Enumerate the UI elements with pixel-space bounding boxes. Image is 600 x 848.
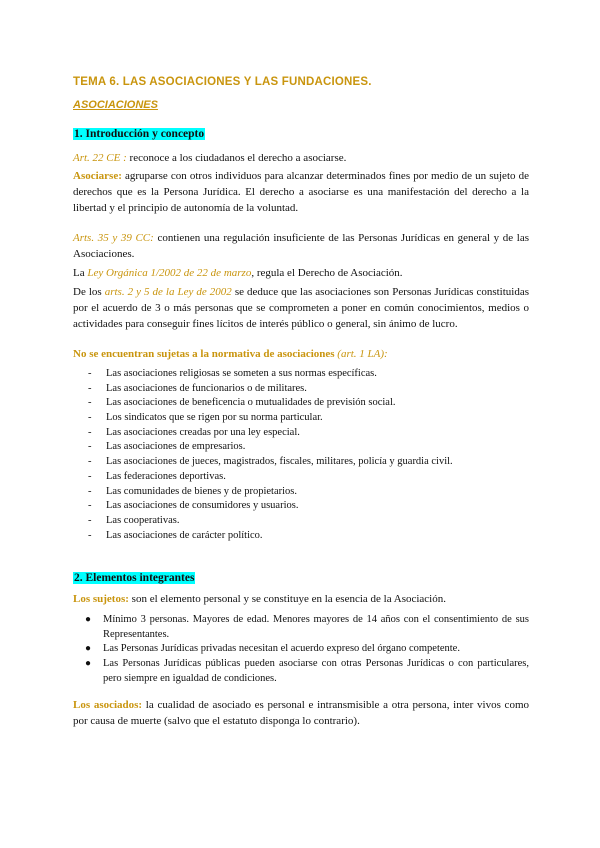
paragraph-arts-ley-text: se deduce que las asociaciones son Personas Jurídicas constituidas por el acuerdo de 3 o más personas que se comprometen a poner en común conocimientos, medios o actividades para conseguir fines lícitos de interés público o general, sin ánimo de lucro.: [73, 286, 529, 330]
dash-marker: -: [88, 485, 92, 497]
paragraph-art22: [73, 150, 529, 166]
dash-marker: -: [88, 412, 92, 424]
dash-marker: -: [88, 441, 92, 453]
ref-art22: Art. 22 CE :: [73, 152, 127, 164]
exclusion-ref: (art. 1 LA):: [334, 348, 388, 360]
term-asociarse: Asociarse:: [73, 170, 122, 182]
exclusion-list: [88, 367, 453, 543]
list-item: - Los sindicatos que se rigen por su norma particular.: [88, 411, 453, 426]
ref-arts-ley: arts. 2 y 5 de la Ley de 2002: [104, 286, 232, 298]
list-item: - Las asociaciones de beneficencia o mutualidades de previsión social.: [88, 396, 453, 411]
paragraph-arts-ley: [73, 284, 529, 332]
paragraph-ley-organica: [73, 265, 529, 281]
list-item: - Las comunidades de bienes y de propietarios.: [88, 485, 453, 500]
paragraph-art22-text: reconoce a los ciudadanos el derecho a asociarse.: [126, 152, 347, 164]
section-heading-2-text: 2. Elementos integrantes: [74, 572, 195, 584]
sujetos-list: [85, 613, 529, 687]
list-item: - Las asociaciones de jueces, magistrados, fiscales, militares, policía y guardia civil.: [88, 455, 453, 470]
dash-marker: -: [88, 529, 92, 541]
list-item: - Las asociaciones de consumidores y usuarios.: [88, 499, 453, 514]
list-item: - Las asociaciones de empresarios.: [88, 440, 453, 455]
ref-ley-organica: Ley Orgánica 1/2002 de 22 de marzo: [87, 267, 252, 279]
list-item: ● Las Personas Jurídicas públicas pueden asociarse con otras Personas Jurídicas o con particulares, pero siempre en igualdad de condiciones.: [85, 658, 529, 684]
section-heading-1: [73, 124, 205, 142]
dash-marker: -: [88, 426, 92, 438]
exclusion-bold: No se encuentran sujetas a la normativa de asociaciones: [73, 348, 335, 360]
paragraph-sujetos: [73, 591, 529, 607]
paragraph-asociados-text: la cualidad de asociado es personal e intransmisible a otra persona, inter vivos como por causa de muerte (salvo que el estatuto disponga lo contrario).: [73, 699, 529, 727]
exclusion-heading: [73, 346, 529, 362]
dash-marker: -: [88, 382, 92, 394]
bullet-icon: ●: [85, 658, 92, 670]
paragraph-asociarse-text: agruparse con otros individuos para alcanzar determinados fines por medio de un sujeto de derechos que es la Persona Jurídica. El derecho a asociarse es una manifestación del derecho a la libertad y el principio de autonomía de la voluntad.: [73, 170, 529, 214]
dash-marker: -: [88, 500, 92, 512]
section-heading-2: [73, 568, 195, 586]
dash-marker: -: [88, 368, 92, 379]
dash-marker: -: [88, 514, 92, 526]
list-item: - Las asociaciones de carácter político.: [88, 529, 453, 544]
bullet-icon: ●: [85, 614, 92, 625]
list-item: - Las asociaciones creadas por una ley especial.: [88, 426, 453, 441]
paragraph-asociarse: [73, 168, 529, 216]
dash-marker: -: [88, 470, 92, 482]
ref-arts-cc: Arts. 35 y 39 CC:: [73, 232, 154, 244]
paragraph-ley-pre: La: [73, 267, 88, 279]
paragraph-asociados: [73, 697, 529, 729]
paragraph-ley-text: , regula el Derecho de Asociación.: [251, 267, 403, 279]
term-asociados: Los asociados:: [73, 699, 143, 711]
dash-marker: -: [88, 397, 92, 409]
list-item: ● Mínimo 3 personas. Mayores de edad. Menores mayores de 14 años con el consentimiento de sus Representantes.: [85, 614, 529, 640]
page-subtitle: ASOCIACIONES: [73, 99, 158, 111]
list-item: - Las asociaciones de funcionarios o de militares.: [88, 382, 453, 397]
dash-marker: -: [88, 456, 92, 468]
list-item: - Las cooperativas.: [88, 514, 453, 529]
list-item: - Las federaciones deportivas.: [88, 470, 453, 485]
paragraph-arts-cc-text: contienen una regulación insuficiente de las Personas Jurídicas en general y de las Asociaciones.: [73, 232, 529, 260]
term-sujetos: Los sujetos:: [73, 593, 129, 605]
paragraph-arts-ley-pre: De los: [73, 286, 105, 298]
list-item: ● Las Personas Jurídicas privadas necesitan el acuerdo expreso del órgano competente.: [85, 642, 529, 657]
section-heading-1-text: 1. Introducción y concepto: [74, 128, 205, 140]
paragraph-sujetos-text: son el elemento personal y se constituye en la esencia de la Asociación.: [128, 593, 446, 605]
paragraph-arts-cc: [73, 230, 529, 262]
list-item: - Las asociaciones religiosas se someten a sus normas específicas.: [88, 367, 453, 382]
page-title: TEMA 6. LAS ASOCIACIONES Y LAS FUNDACIONES.: [73, 76, 372, 88]
bullet-icon: ●: [85, 643, 92, 655]
